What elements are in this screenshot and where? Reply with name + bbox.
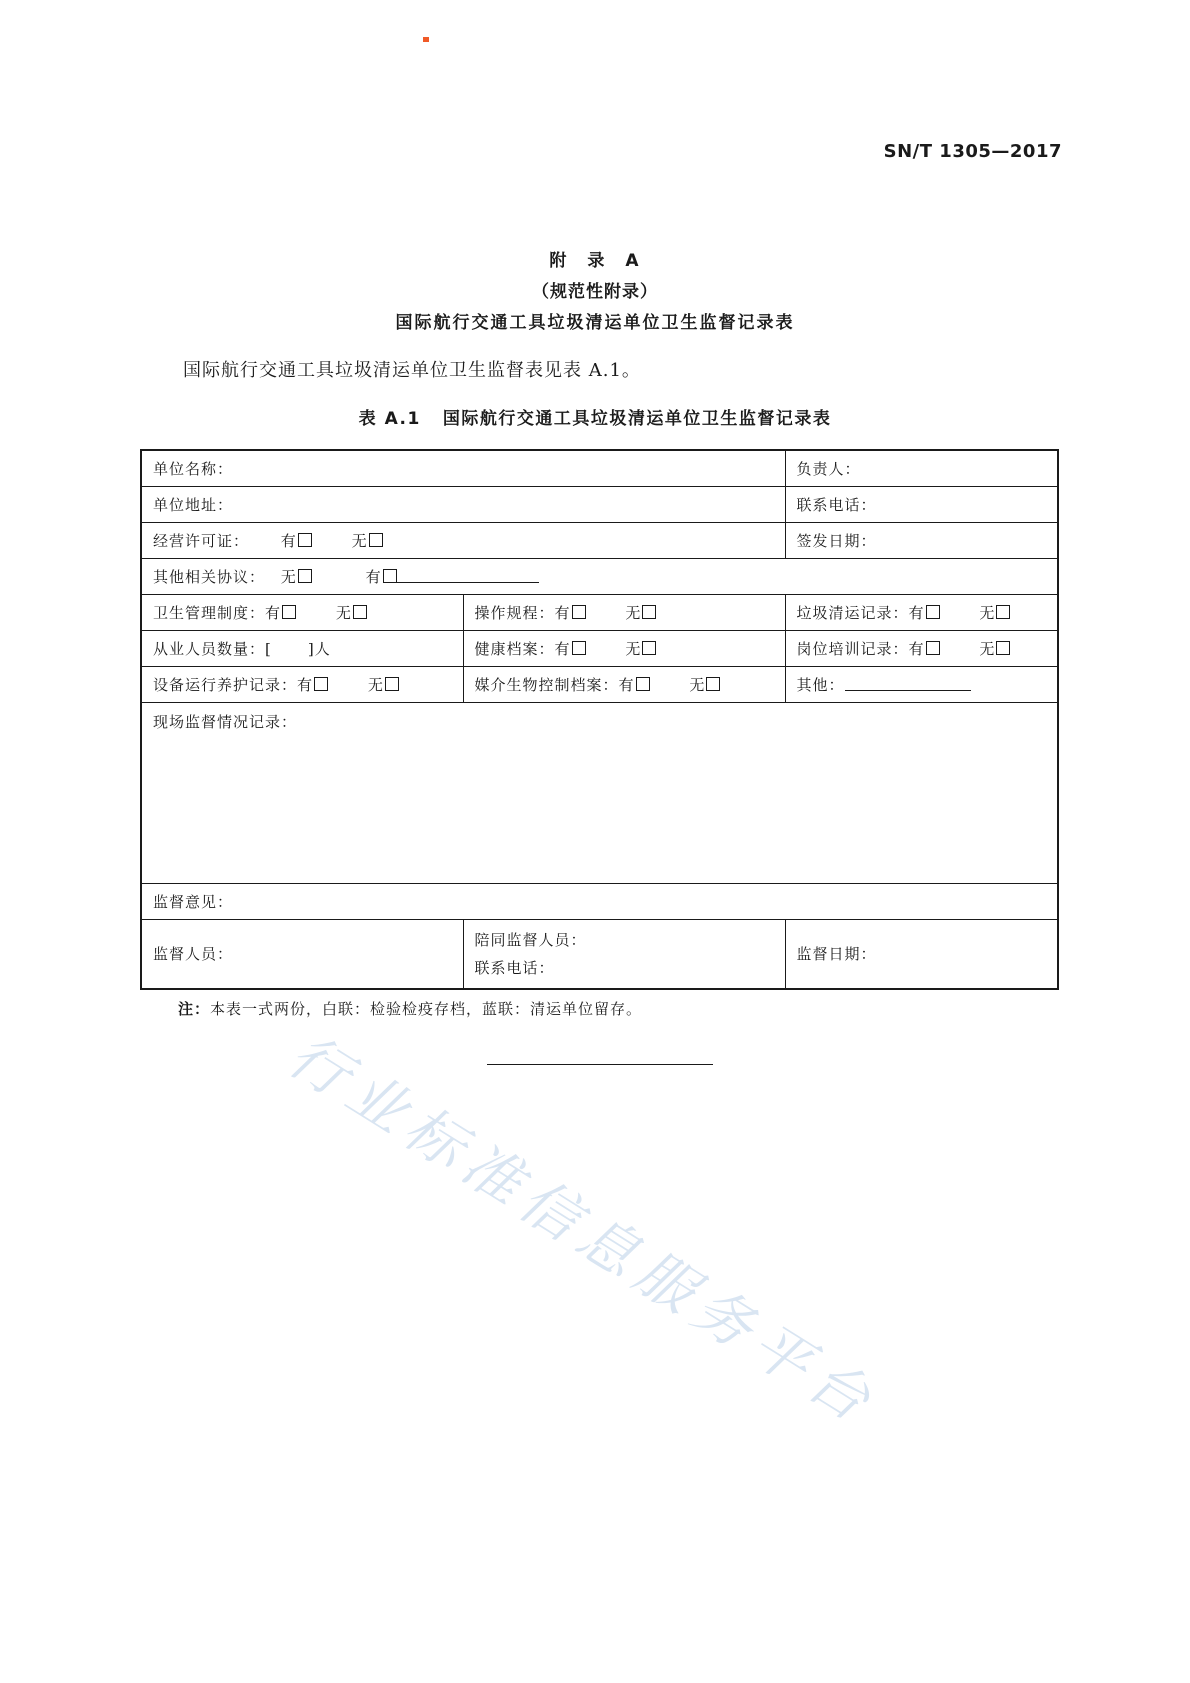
table-row [141, 523, 1058, 559]
standard-code: SN/T 1305—2017 [883, 141, 1062, 162]
inspection-date-field[interactable]: 监督日期： [785, 920, 1058, 990]
table-row [141, 884, 1058, 920]
other-cell: 其他： [785, 667, 1058, 703]
corner-mark [423, 37, 429, 42]
table-row [141, 703, 1058, 884]
health-records-yes-checkbox[interactable] [572, 641, 586, 655]
other-agreement-cell: 其他相关协议： 无 有 [141, 559, 1058, 595]
training-yes-checkbox[interactable] [926, 641, 940, 655]
accompanying-field[interactable]: 陪同监督人员： 联系电话： [463, 920, 785, 990]
procedure-no-checkbox[interactable] [642, 605, 656, 619]
health-mgmt-cell: 卫生管理制度：有 无 [141, 595, 463, 631]
license-yes-checkbox[interactable] [298, 533, 312, 547]
supervision-record-table [140, 449, 1059, 990]
table-row [141, 559, 1058, 595]
table-row [141, 487, 1058, 523]
intro-paragraph: 国际航行交通工具垃圾清运单位卫生监督表见表 A.1。 [183, 360, 641, 381]
table-row [141, 595, 1058, 631]
agreement-no-checkbox[interactable] [298, 569, 312, 583]
other-blank-line[interactable] [845, 676, 971, 691]
vector-yes-checkbox[interactable] [636, 677, 650, 691]
equipment-yes-checkbox[interactable] [314, 677, 328, 691]
table-row [141, 631, 1058, 667]
agreement-yes-checkbox[interactable] [383, 569, 397, 583]
health-mgmt-no-checkbox[interactable] [353, 605, 367, 619]
garbage-record-yes-checkbox[interactable] [926, 605, 940, 619]
table-note [178, 998, 642, 1019]
garbage-record-cell: 垃圾清运记录：有 无 [785, 595, 1058, 631]
unit-address-field[interactable]: 单位地址： [141, 487, 785, 523]
appendix-name: 国际航行交通工具垃圾清运单位卫生监督记录表 [395, 313, 795, 333]
contact-phone-field[interactable]: 联系电话： [785, 487, 1058, 523]
appendix-subtitle: （规范性附录） [532, 282, 658, 302]
table-caption-title: 国际航行交通工具垃圾清运单位卫生监督记录表 [442, 409, 832, 429]
health-mgmt-yes-checkbox[interactable] [282, 605, 296, 619]
unit-name-field[interactable]: 单位名称： [141, 450, 785, 487]
equipment-records-cell: 设备运行养护记录：有 无 [141, 667, 463, 703]
note-text: 本表一式两份，白联：检验检疫存档，蓝联：清运单位留存。 [210, 1000, 643, 1018]
health-records-no-checkbox[interactable] [642, 641, 656, 655]
agreement-blank-line[interactable] [397, 568, 539, 583]
inspector-field[interactable]: 监督人员： [141, 920, 463, 990]
end-rule [487, 1064, 713, 1065]
training-no-checkbox[interactable] [996, 641, 1010, 655]
training-records-cell: 岗位培训记录：有 无 [785, 631, 1058, 667]
opinion-field[interactable]: 监督意见： [141, 884, 1058, 920]
table-caption-number: 表 A.1 [358, 409, 421, 429]
note-label: 注： [178, 1000, 211, 1018]
watermark: 行业标准信息服务平台 [277, 1021, 890, 1440]
table-row [141, 450, 1058, 487]
operating-procedure-cell: 操作规程：有 无 [463, 595, 785, 631]
procedure-yes-checkbox[interactable] [572, 605, 586, 619]
site-record-field[interactable]: 现场监督情况记录： [141, 703, 1058, 884]
health-records-cell: 健康档案：有 无 [463, 631, 785, 667]
garbage-record-no-checkbox[interactable] [996, 605, 1010, 619]
staff-count-cell: 从业人员数量：[ ]人 [141, 631, 463, 667]
table-row [141, 667, 1058, 703]
vector-no-checkbox[interactable] [706, 677, 720, 691]
person-in-charge-field[interactable]: 负责人： [785, 450, 1058, 487]
license-cell: 经营许可证： 有 无 [141, 523, 785, 559]
vector-control-cell: 媒介生物控制档案：有 无 [463, 667, 785, 703]
table-caption [0, 404, 1190, 429]
table-row [141, 920, 1058, 990]
license-no-checkbox[interactable] [369, 533, 383, 547]
appendix-title: 附 录 A [549, 251, 641, 271]
equipment-no-checkbox[interactable] [385, 677, 399, 691]
issue-date-field[interactable]: 签发日期： [785, 523, 1058, 559]
